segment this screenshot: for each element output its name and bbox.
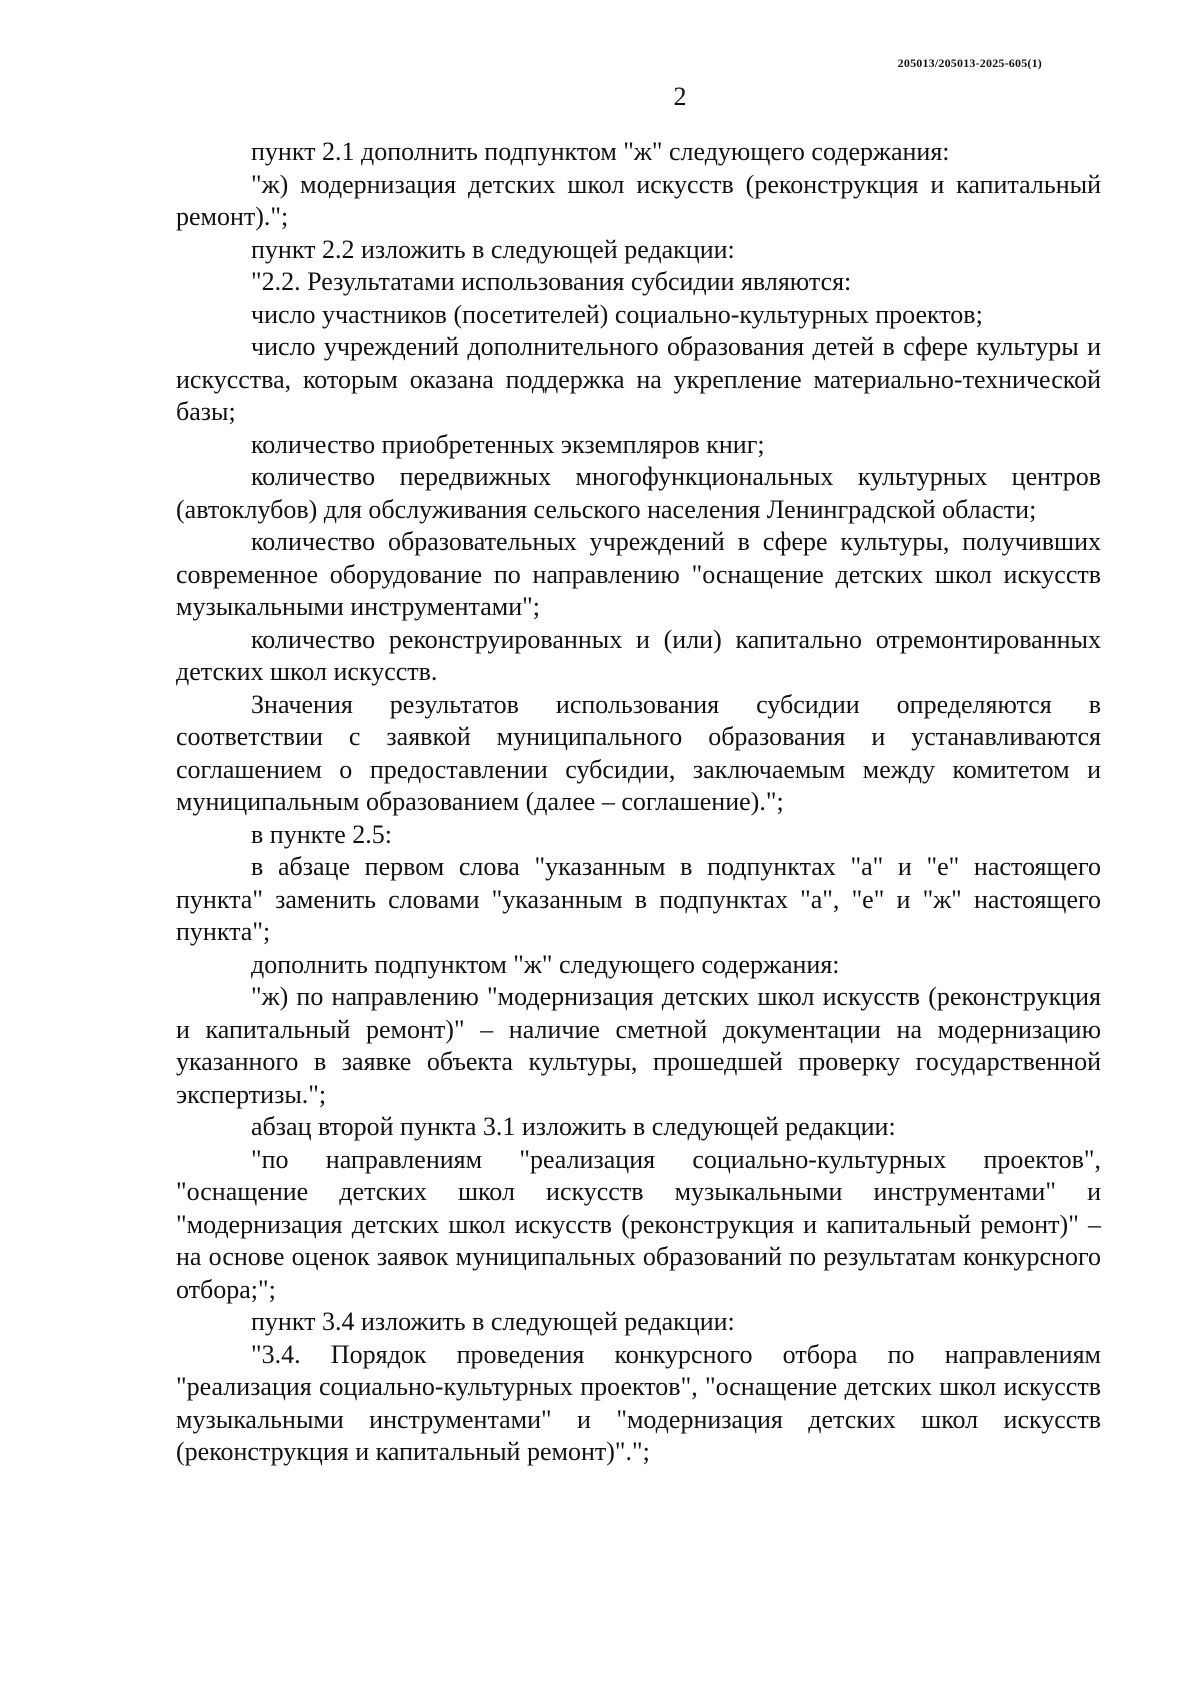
document-body — [176, 136, 1101, 1469]
paragraph: "ж) модернизация детских школ искусств (реконструкция и капитальный ремонт)."; — [176, 169, 1101, 231]
paragraph: пункт 2.1 дополнить подпунктом "ж" следующего содержания: — [251, 137, 950, 166]
paragraph: число учреждений дополнительного образования детей в сфере культуры и искусства, которым оказана поддержка на укрепление материально-технической базы; — [176, 332, 1101, 426]
paragraph: число участников (посетителей) социально-культурных проектов; — [251, 299, 983, 329]
paragraph: "по направлениям "реализация социально-культурных проектов", "оснащение детских школ искусств музыкальными инструментами" и "модернизация детских школ искусств (реконструкция и капитальный ремонт)" – на основе оценок заявок муниципальных образований по результатам конкурсного отбора;"; — [176, 1144, 1101, 1304]
paragraph: количество образовательных учреждений в сфере культуры, получивших современное оборудование по направлению "оснащение детских школ искусств музыкальными инструментами"; — [176, 527, 1101, 621]
paragraph: количество реконструированных и (или) капитально отремонтированных детских школ искусств. — [176, 624, 1101, 686]
paragraph: количество передвижных многофункциональных культурных центров (автоклубов) для обслуживания сельского населения Ленинградской области; — [176, 462, 1101, 524]
paragraph: в абзаце первом слова "указанным в подпунктах "а" и "е" настоящего пункта" заменить словами "указанным в подпунктах "а", "е" и "ж" настоящего пункта"; — [176, 852, 1101, 946]
paragraph: "2.2. Результатами использования субсидии являются: — [251, 267, 852, 296]
paragraph: пункт 3.4 изложить в следующей редакции: — [251, 1307, 735, 1336]
paragraph: дополнить подпунктом "ж" следующего содержания: — [251, 949, 840, 979]
paragraph: "3.4. Порядок проведения конкурсного отбора по направлениям "реализация социально-культурных проектов", "оснащение детских школ искусств музыкальными инструментами" и "модернизация детских школ искусств (реконструкция и капитальный ремонт)"."; — [176, 1339, 1101, 1466]
paragraph: в пункте 2.5: — [251, 819, 393, 849]
paragraph: "ж) по направлению "модернизация детских школ искусств (реконструкция и капитальный ремонт)" – наличие сметной документации на модернизацию указанного в заявке объекта культуры, прошедшей проверку государственной экспертизы."; — [176, 982, 1101, 1109]
paragraph: пункт 2.2 изложить в следующей редакции: — [251, 234, 735, 264]
page-number: 2 — [673, 82, 687, 111]
document-code: 205013/205013-2025-605(1) — [897, 56, 1042, 70]
paragraph: абзац второй пункта 3.1 изложить в следующей редакции: — [251, 1112, 896, 1141]
paragraph: Значения результатов использования субсидии определяются в соответствии с заявкой муниципального образования и устанавливаются соглашением о предоставлении субсидии, заключаемым между комитетом и муниципальным образованием (далее – соглашение)."; — [176, 689, 1101, 816]
paragraph: количество приобретенных экземпляров книг; — [251, 429, 765, 459]
